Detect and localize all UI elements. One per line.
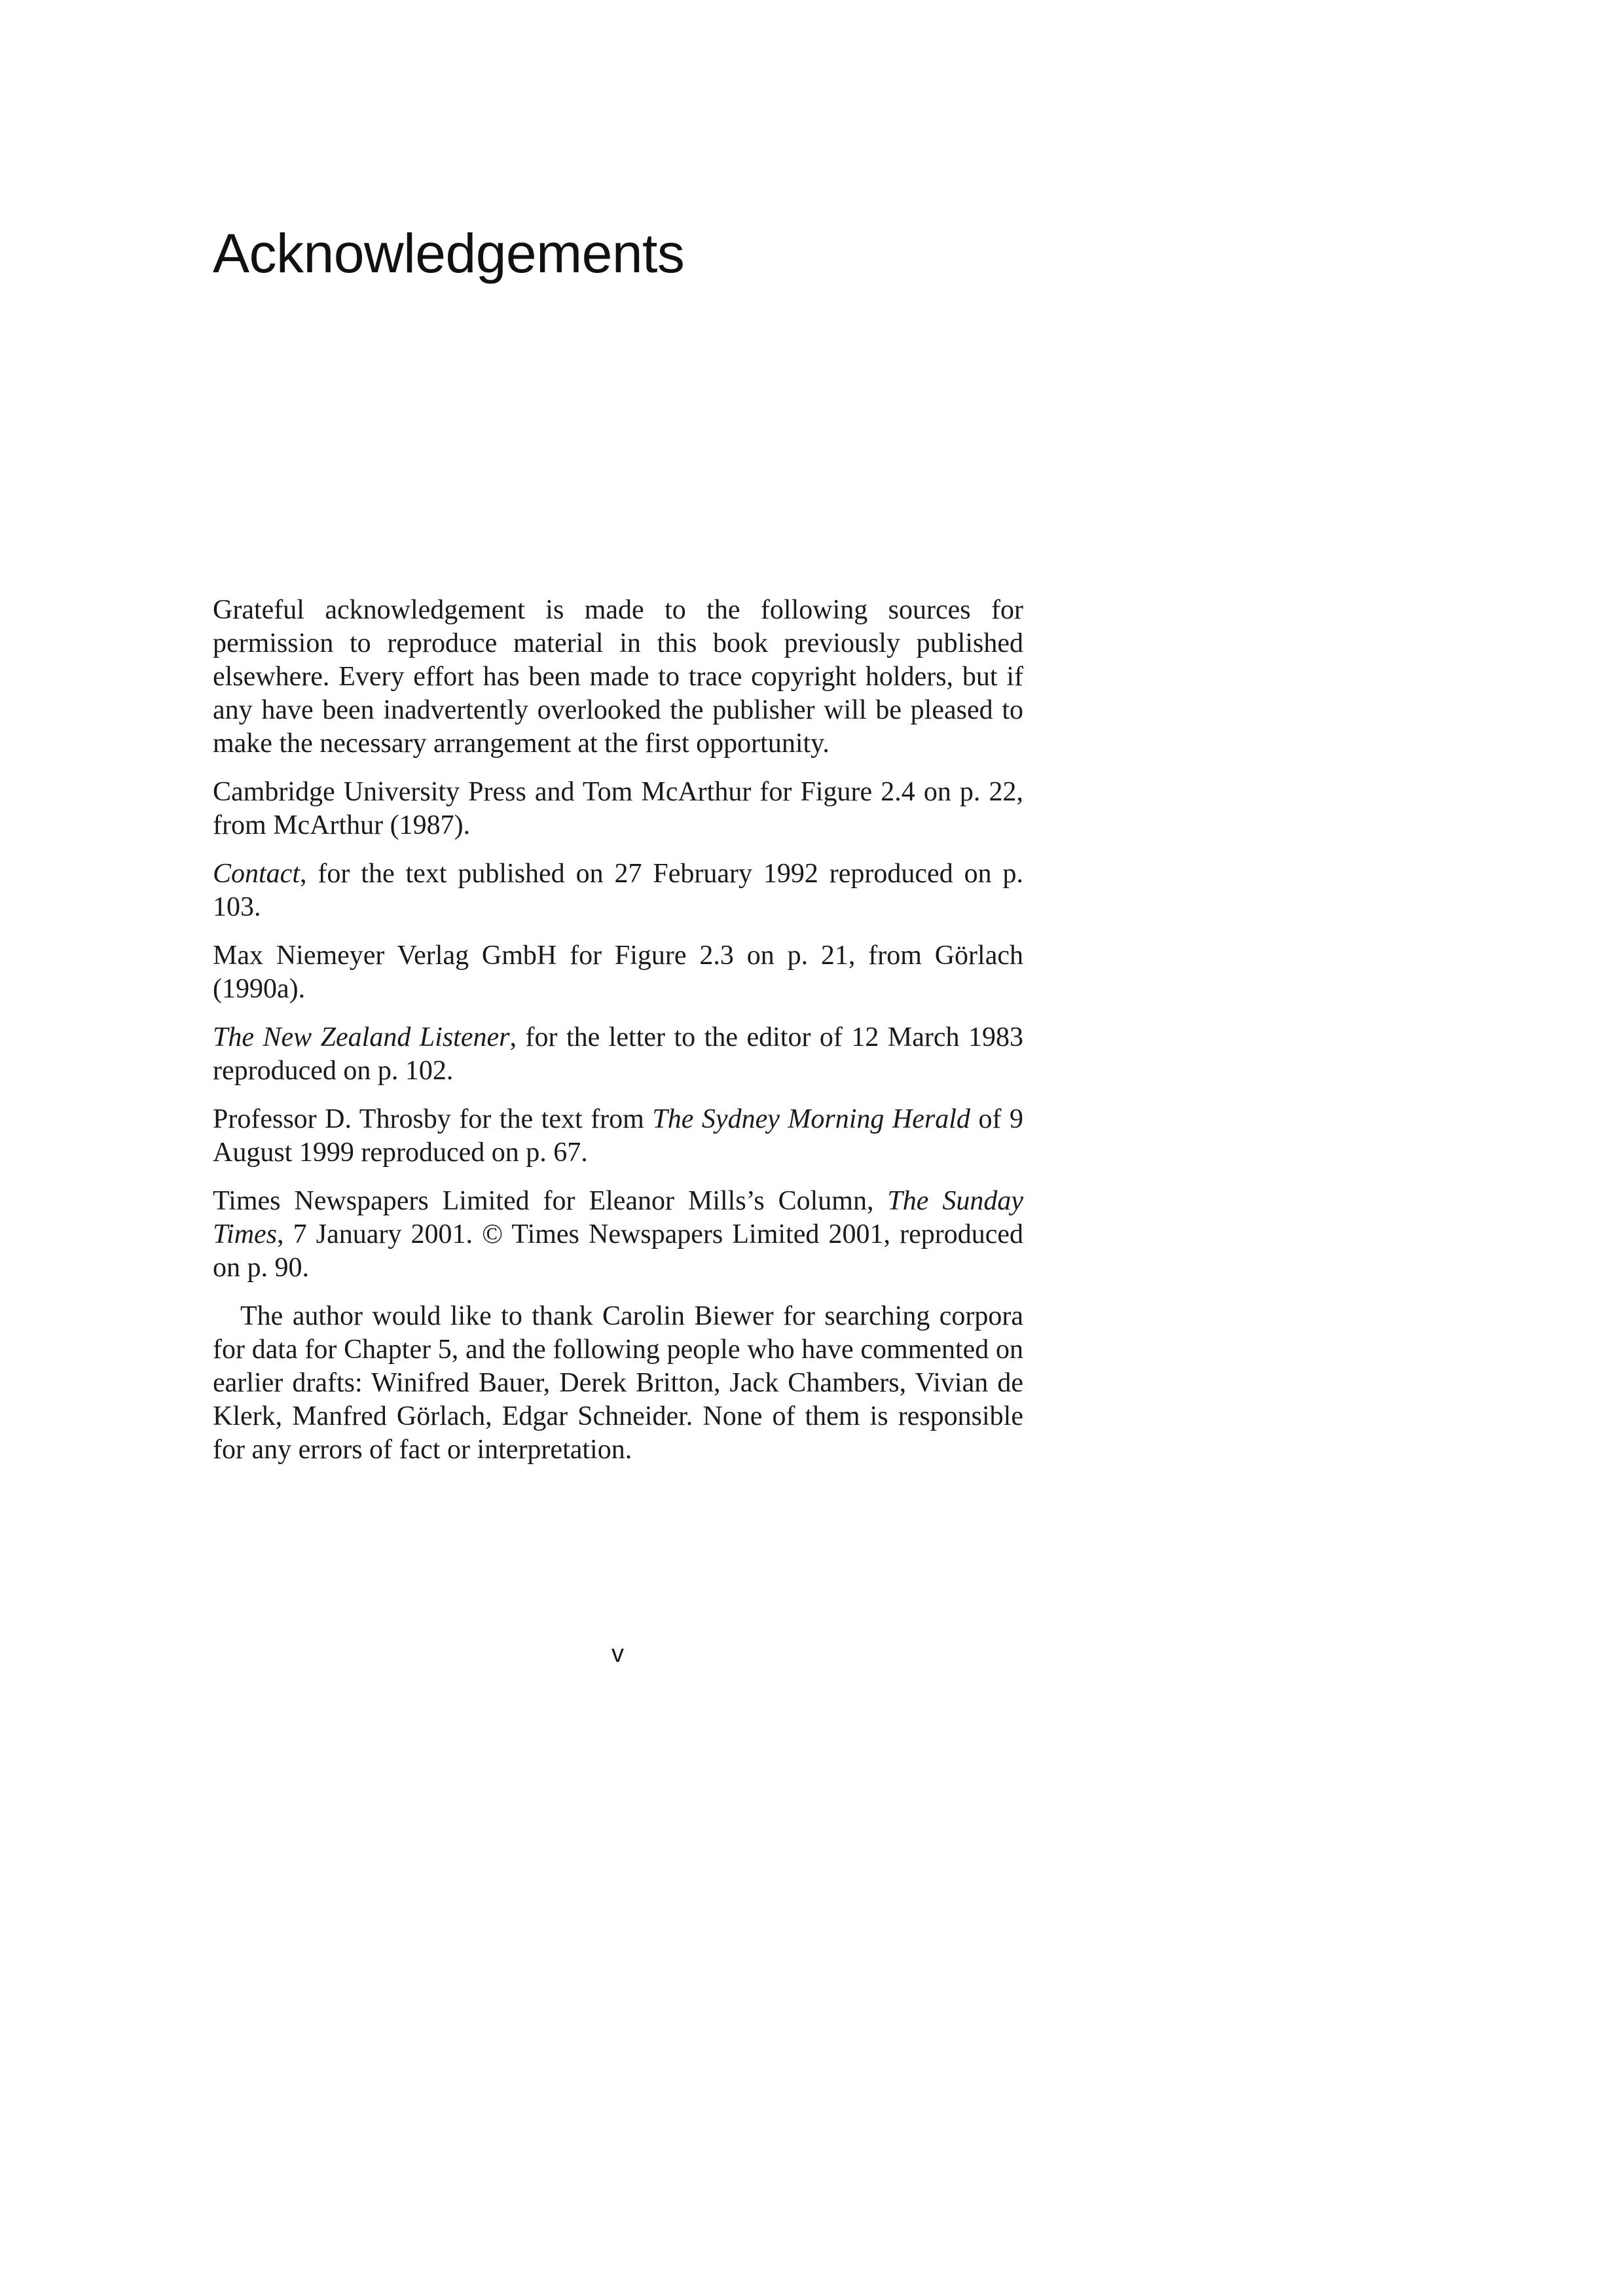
page-title: Acknowledgements: [213, 223, 685, 284]
credit-contact-text: , for the text published on 27 February 1992 reproduced on p. 103.: [213, 859, 1023, 922]
publication-title-smh: The Sydney Morning Herald: [652, 1104, 970, 1134]
page-number: v: [611, 1640, 624, 1668]
credit-throsby-after: of 9 August 1999 reproduced on p. 67.: [213, 1104, 1023, 1168]
credit-throsby-before: Professor D. Throsby for the text from: [213, 1104, 653, 1134]
credit-max-niemeyer-verlag: Max Niemeyer Verlag GmbH for Figure 2.3 on p. 21, from Görlach (1990a).: [213, 941, 1023, 1004]
credit-contact: [213, 857, 1023, 924]
credit-new-zealand-listener: [213, 1021, 1023, 1088]
credit-times-after: , 7 January 2001. © Times Newspapers Limited 2001, reproduced on p. 90.: [213, 1219, 1023, 1283]
credit-cambridge-university-press: Cambridge University Press and Tom McArthur for Figure 2.4 on p. 22, from McArthur (1987).: [213, 777, 1023, 840]
credit-times-before: Times Newspapers Limited for Eleanor Mills’s Column,: [213, 1186, 888, 1216]
acknowledgements-body: [213, 594, 1023, 1482]
publication-title-sunday-times: The Sunday Times: [213, 1186, 1023, 1249]
publication-title-contact: Contact: [213, 859, 300, 889]
publication-title-listener: The New Zealand Listener: [213, 1022, 510, 1052]
author-thanks-paragraph: The author would like to thank Carolin Biewer for searching corpora for data for Chapter 5, and the following people who have commented on earlier drafts: Winifred Bauer, Derek Britton, Jack Chambers, Vivian de Klerk, Manfred Görlach, Edgar Schneider. None of them is responsible for any errors of fact or interpretation.: [213, 1301, 1023, 1465]
credit-listener-text: , for the letter to the editor of 12 March 1983 reproduced on p. 102.: [213, 1022, 1023, 1086]
credit-throsby: [213, 1103, 1023, 1170]
intro-paragraph: Grateful acknowledgement is made to the following sources for permission to reproduce material in this book previously published elsewhere. Every effort has been made to trace copyright holders, but if any have been inadvertently overlooked the publisher will be pleased to make the necessary arrangement at the first opportunity.: [213, 595, 1023, 759]
credit-times-newspapers: [213, 1185, 1023, 1285]
